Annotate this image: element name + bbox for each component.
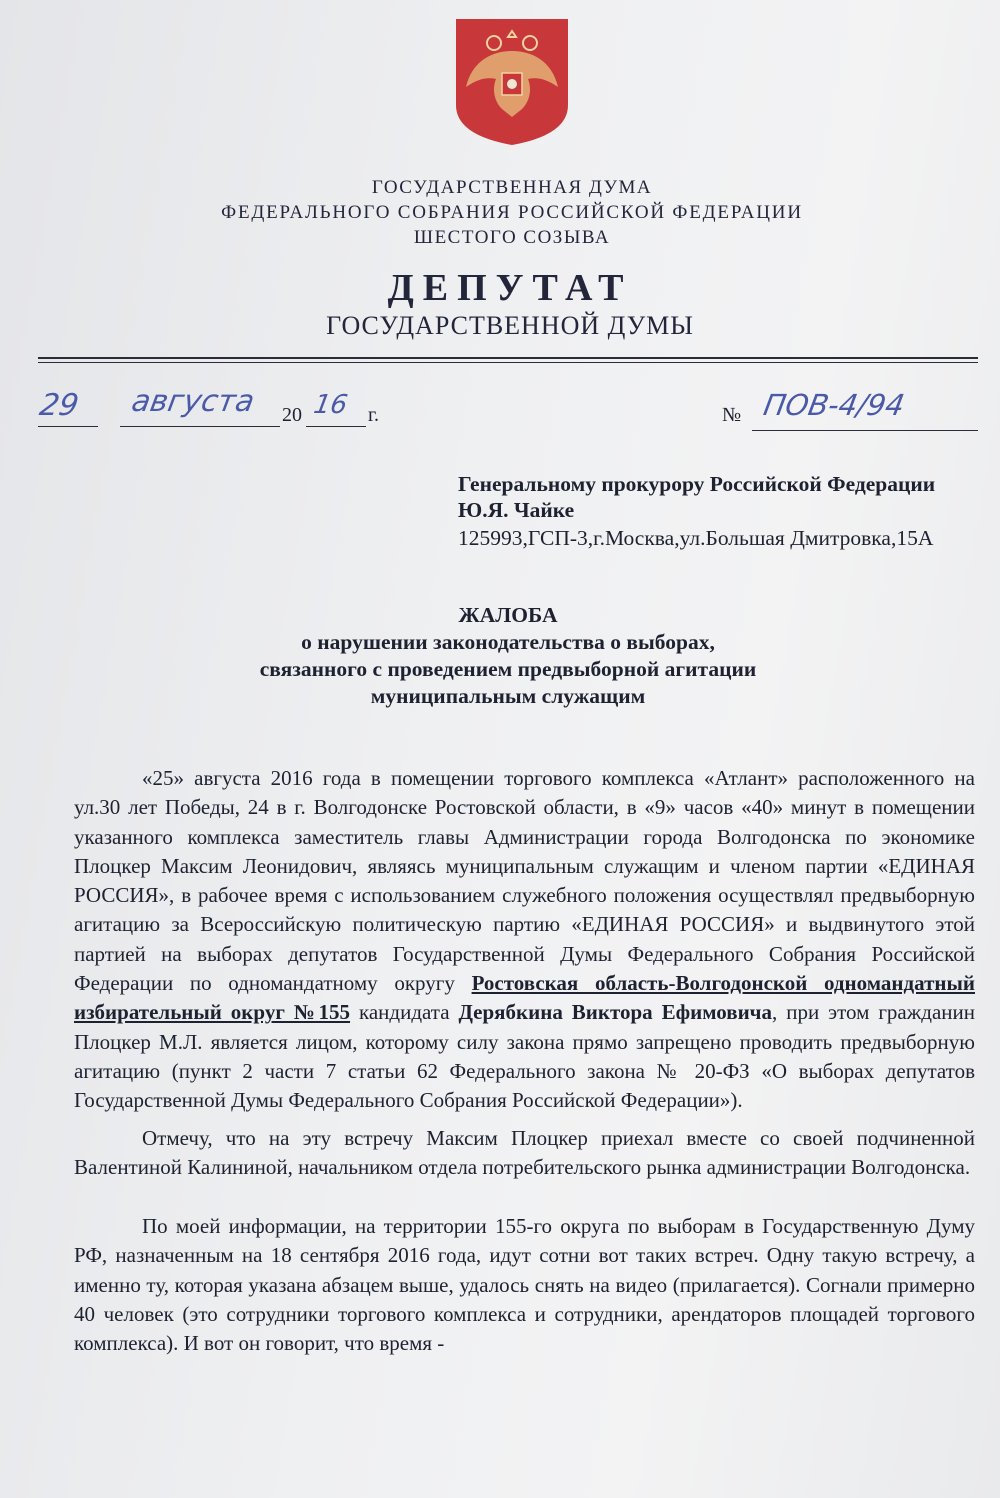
date-month-underline — [120, 426, 280, 427]
addressee-address: 125993,ГСП-3,г.Москва,ул.Большая Дмитровка,15А — [458, 526, 934, 550]
complaint-body — [74, 764, 975, 1359]
header-rule-thin — [38, 362, 978, 363]
header-line-1: ГОСУДАРСТВЕННАЯ ДУМА — [371, 177, 653, 198]
date-year-g: г. — [368, 404, 379, 426]
addressee-line-2: Ю.Я. Чайке — [458, 498, 575, 522]
date-day-underline — [38, 426, 98, 427]
complaint-subtitle-1: о нарушении законодательства о выборах, — [301, 630, 715, 654]
number-sign: № — [722, 404, 742, 426]
date-month: августа — [128, 384, 258, 419]
date-day: 29 — [36, 388, 82, 423]
paragraph-2: Отмечу, что на эту встречу Максим Плоцкер приехал вместе со своей подчиненной Валентиной Калининой, начальником отдела потребительского рынка администрации Волгодонска. — [74, 1125, 975, 1179]
date-year-prefix: 20 — [282, 404, 302, 426]
document-number: ПОВ-4/94 — [761, 388, 908, 422]
paragraph-3: По моей информации, на территории 155-го округа по выборам в Государственную Думу РФ, назначенным на 18 сентября 2016 года, идут сотни вот таких встреч. Одну такую встречу, а именно ту, которая указана абзацем выше, удалось снять на видео (прилагается). Согнали примерно 40 человек (это сотрудники торгового комплекса и сотрудники, арендаторов площадей торгового комплекса). И вот он говорит, что время - — [74, 1214, 975, 1356]
date-year-underline — [306, 426, 366, 427]
date-year-suffix: 16 — [311, 390, 350, 420]
complaint-subtitle-3: муниципальным служащим — [370, 684, 646, 708]
header-line-2: ФЕДЕРАЛЬНОГО СОБРАНИЯ РОССИЙСКОЙ ФЕДЕРАЦИИ — [221, 202, 803, 223]
number-underline — [752, 430, 978, 431]
header-line-3: ШЕСТОГО СОЗЫВА — [413, 227, 611, 248]
coat-of-arms-emblem — [452, 17, 572, 147]
electoral-district: Ростовская область-Волгодонской одномандатный избирательный округ №155 — [74, 971, 975, 1025]
complaint-title: ЖАЛОБА — [458, 603, 558, 627]
deputy-title: ДЕПУТАТ — [387, 267, 633, 309]
complaint-subtitle-2: связанного с проведением предвыборной агитации — [259, 657, 757, 681]
header-rule — [38, 357, 978, 359]
deputy-subtitle: ГОСУДАРСТВЕННОЙ ДУМЫ — [326, 311, 694, 340]
addressee-line-1: Генеральному прокурору Российской Федерации — [458, 472, 936, 496]
paragraph-1: «25» августа 2016 года в помещении торгового комплекса «Атлант» расположенного на ул.30 лет Победы, 24 в г. Волгодонске Ростовской области, в «9» часов «40» минут в помещении указанного комплекса заместитель главы Администрации города Волгодонска по экономике Плоцкер Максим Леонидович, являясь муниципальным служащим и членом партии «ЕДИНАЯ РОССИЯ», в рабочее время с использованием служебного положения осуществлял предвыборную агитацию за Всероссийскую политическую партию «ЕДИНАЯ РОССИЯ» и выдвинутого этой партией на выборах депутатов Государственной Думы Федерального Собрания Российской Федерации по одномандатному округу Ростовская область-Волгодонской одномандатный избирательный округ №155 кандидата Дерябкина Виктора Ефимовича, при этом гражданин Плоцкер М.Л. является лицом, которому силу закона прямо запрещено проводить предвыборную агитацию (пункт 2 части 7 статьи 62 Федерального закона № 20-ФЗ «О выборах депутатов Государственной Думы Федерального Собрания Российской Федерации»). — [74, 766, 975, 1113]
candidate-name: Дерябкина Виктора Ефимовича — [458, 1000, 773, 1025]
